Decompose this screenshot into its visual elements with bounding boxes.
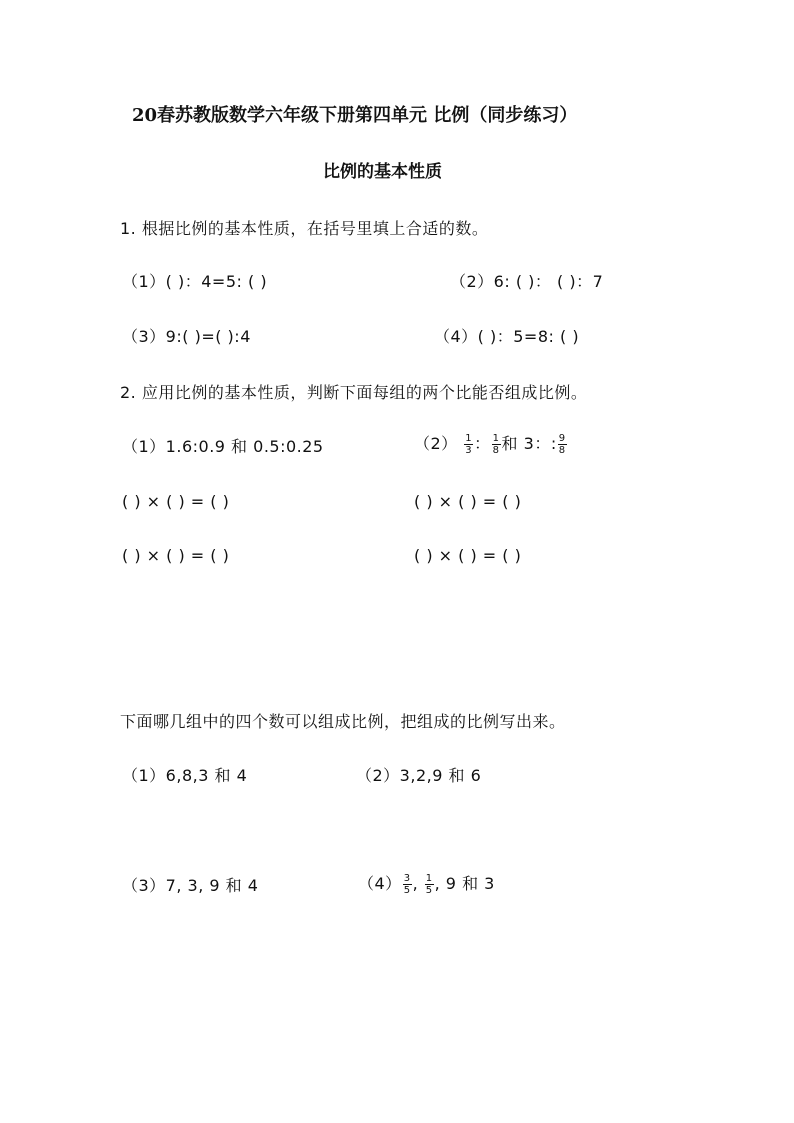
- question-2-item-2: [414, 431, 568, 457]
- question-3-item-3: （3）7, 3, 9 和 4: [122, 876, 259, 895]
- question-2-item-1: （1）1.6:0.9 和 0.5:0.25: [122, 437, 324, 456]
- ratio-colon: ：: [474, 434, 491, 453]
- product-blank-row: ( ) × ( ) = ( ): [122, 546, 230, 565]
- question-1-item-2: （2）6: ( )： ( )：7: [450, 272, 604, 291]
- fraction-three-fifths: $\frac{3}{5}$: [403, 873, 411, 896]
- question-1-item-3: （3）9:( )=( ):4: [122, 327, 251, 346]
- question-3-item-1: （1）6,8,3 和 4: [122, 766, 248, 785]
- item-tail-text: , 9 和 3: [434, 874, 495, 893]
- section-subtitle: 比例的基本性质: [323, 162, 442, 182]
- question-3-item-4: [358, 870, 495, 898]
- product-blank-row: ( ) × ( ) = ( ): [414, 492, 522, 511]
- item-mid-text: 和 3：:: [501, 434, 557, 453]
- question-3-item-2: （2）3,2,9 和 6: [356, 766, 482, 785]
- product-blank-row: ( ) × ( ) = ( ): [414, 546, 522, 565]
- question-2-prompt: 2. 应用比例的基本性质，判断下面每组的两个比能否组成比例。: [120, 383, 588, 402]
- question-1-prompt: 1. 根据比例的基本性质，在括号里填上合适的数。: [120, 219, 489, 238]
- question-3-prompt: 下面哪几组中的四个数可以组成比例，把组成的比例写出来。: [120, 712, 566, 731]
- product-blank-row: ( ) × ( ) = ( ): [122, 492, 230, 511]
- separator: ,: [412, 874, 419, 893]
- question-1-item-1: （1）( )：4=5: ( ): [122, 272, 268, 291]
- question-1-item-4: （4）( )：5=8: ( ): [434, 327, 580, 346]
- fraction-one-fifth: $\frac{1}{5}$: [425, 873, 433, 896]
- fraction-one-third: $\frac{1}{3}$: [465, 433, 473, 456]
- fraction-one-eighth: $\frac{1}{8}$: [492, 433, 500, 456]
- page-title: 20春苏教版数学六年级下册第四单元 比例（同步练习）: [132, 105, 578, 126]
- fraction-nine-eighths: $\frac{9}{8}$: [558, 433, 566, 456]
- item-prefix: （4）: [358, 874, 402, 893]
- item-prefix: （2）: [414, 434, 458, 453]
